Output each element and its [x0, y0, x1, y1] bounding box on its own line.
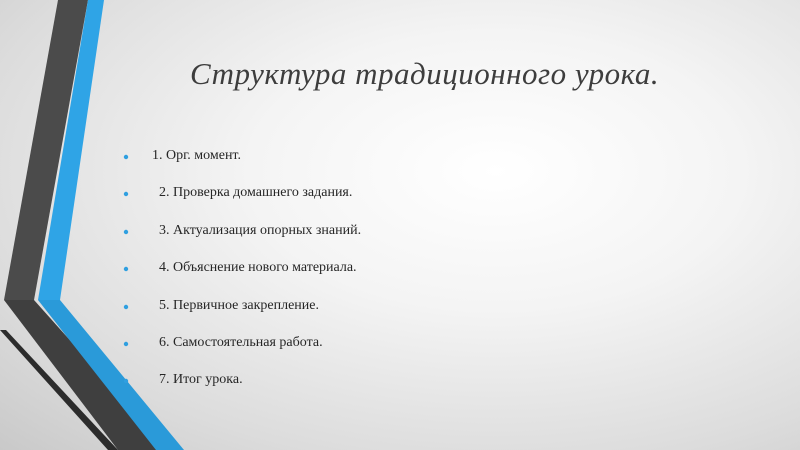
- list-item: [122, 185, 361, 222]
- bullet-icon: [124, 267, 128, 271]
- list-item-text: 5. Первичное закрепление.: [152, 297, 319, 313]
- bullet-icon: [124, 379, 128, 383]
- list-item-text: 1. Орг. момент.: [152, 148, 241, 163]
- list-item-text: 3. Актуализация опорных знаний.: [152, 222, 362, 238]
- bullet-icon: [124, 192, 128, 196]
- list-item-text: 6. Самостоятельная работа.: [152, 334, 323, 350]
- list-item: [122, 260, 361, 297]
- list-item: [122, 223, 361, 260]
- list-item: [122, 335, 361, 372]
- bullet-icon: [124, 155, 128, 159]
- list-item-text: 4. Объяснение нового материала.: [152, 260, 357, 276]
- slide-title: Структура традиционного урока.: [190, 56, 660, 91]
- bullet-list: [122, 148, 361, 410]
- bullet-icon: [124, 304, 128, 308]
- list-item: [122, 298, 361, 335]
- list-item-text: 2. Проверка домашнего задания.: [152, 185, 353, 201]
- bullet-icon: [124, 342, 128, 346]
- bullet-icon: [124, 230, 128, 234]
- list-item: [122, 148, 361, 185]
- list-item-text: 7. Итог урока.: [152, 372, 243, 388]
- list-item: [122, 372, 361, 409]
